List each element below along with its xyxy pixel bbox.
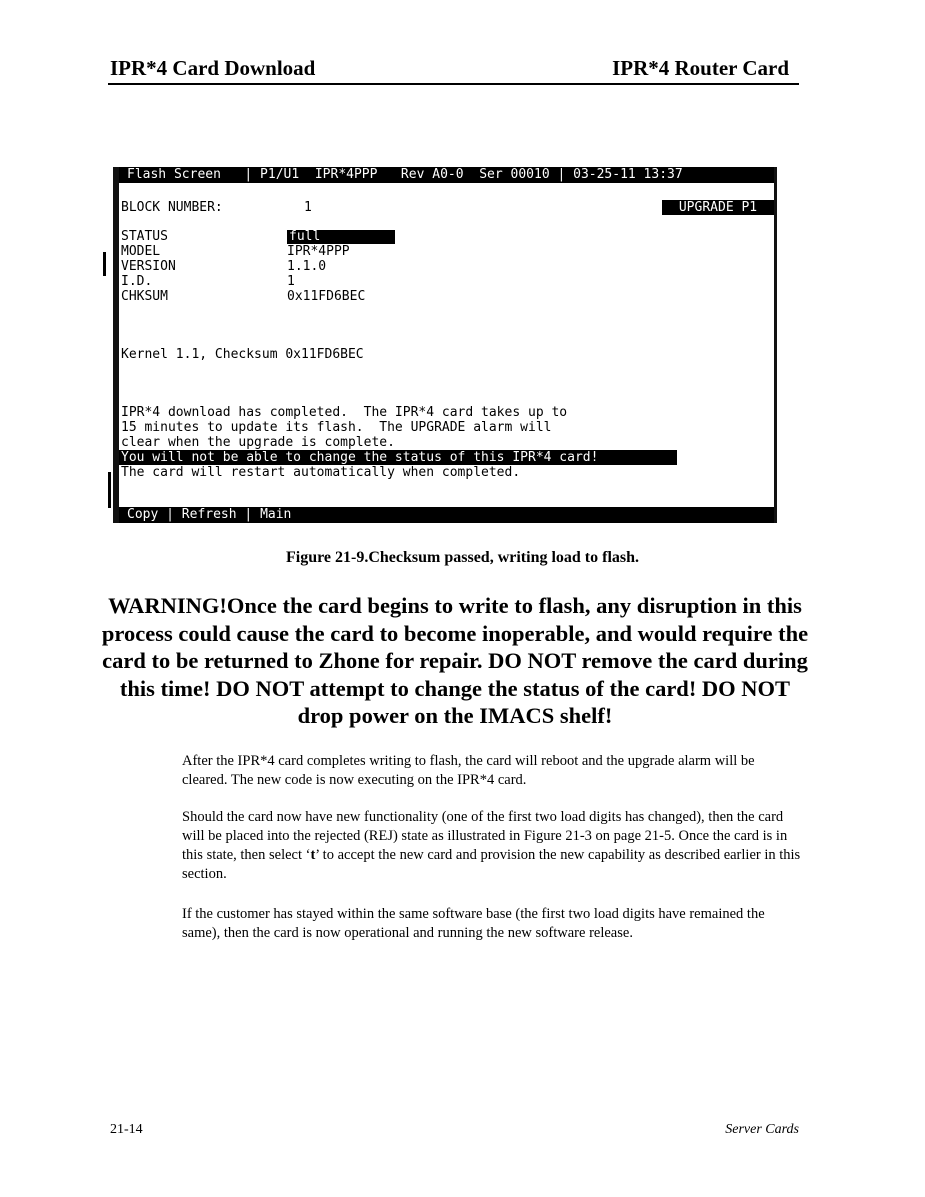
header-left-title: IPR*4 Card Download (110, 56, 316, 80)
status-field[interactable] (287, 229, 395, 244)
model-label: MODEL (121, 244, 161, 259)
status-value[interactable]: full (287, 230, 395, 244)
paragraph (182, 808, 802, 884)
block-number-label: BLOCK NUMBER: (121, 200, 223, 215)
margin-mark (108, 472, 111, 508)
paragraph-text: ’ to accept the new card and provision the new capability as described earlier in this section. (182, 847, 801, 882)
message-line: clear when the upgrade is complete. (121, 435, 395, 450)
terminal-screen (113, 167, 777, 523)
screen-title-bar: Flash Screen | P1/U1 IPR*4PPP Rev A0-0 Ser 00010 | 03-25-11 13:37 (119, 167, 774, 183)
kernel-line: Kernel 1.1, Checksum 0x11FD6BEC (121, 347, 364, 362)
message-line: IPR*4 download has completed. The IPR*4 card takes up to (121, 405, 568, 420)
header-right-title: IPR*4 Router Card (612, 56, 789, 80)
margin-mark (103, 252, 106, 276)
upgrade-alarm-badge: UPGRADE P1 (662, 200, 774, 215)
block-number-value: 1 (304, 200, 312, 215)
status-change-warning-line: You will not be able to change the status of this IPR*4 card! (119, 450, 677, 465)
menu-refresh[interactable]: Refresh (181, 507, 237, 522)
key-t: t (310, 847, 316, 863)
footer-section-title: Server Cards (725, 1122, 799, 1137)
command-menu-bar: Copy | Refresh | Main (119, 507, 774, 523)
header-rule (108, 83, 799, 85)
paragraph: If the customer has stayed within the same software base (the first two load digits have remained the same), then the card is now operational and running the new software release. (182, 906, 765, 941)
version-label: VERSION (121, 259, 176, 274)
id-value: 1 (287, 274, 295, 289)
paragraph-text: Should the card now have new functionality (one of the first two load digits has changed), then the card will be placed into the rejected (REJ) state as illustrated in Figure 21-3 on page 21-5. Once the card is in this state, then select ‘ (182, 809, 788, 863)
menu-copy[interactable]: Copy (127, 507, 159, 522)
figure-caption: Figure 21-9.Checksum passed, writing load to flash. (285, 549, 640, 566)
menu-main[interactable]: Main (260, 507, 292, 522)
warning-text: WARNING!Once the card begins to write to flash, any disruption in this process could cause the card to become inoperable, and would require the card to be returned to Zhone for repair. DO NOT remove the card during this time! DO NOT attempt to change the status of the card! DO NOT drop power on the IMACS shelf! (101, 593, 809, 728)
message-line: 15 minutes to update its flash. The UPGRADE alarm will (121, 420, 552, 435)
page-number: 21-14 (110, 1122, 143, 1137)
version-value: 1.1.0 (287, 259, 327, 274)
status-label: STATUS (121, 229, 168, 244)
id-label: I.D. (121, 274, 153, 289)
checksum-label: CHKSUM (121, 289, 168, 304)
paragraph: After the IPR*4 card completes writing to flash, the card will reboot and the upgrade alarm will be cleared. The new code is now executing on the IPR*4 card. (182, 753, 755, 788)
model-value: IPR*4PPP (287, 244, 350, 259)
checksum-value: 0x11FD6BEC (287, 289, 366, 304)
restart-line: The card will restart automatically when completed. (121, 465, 521, 480)
